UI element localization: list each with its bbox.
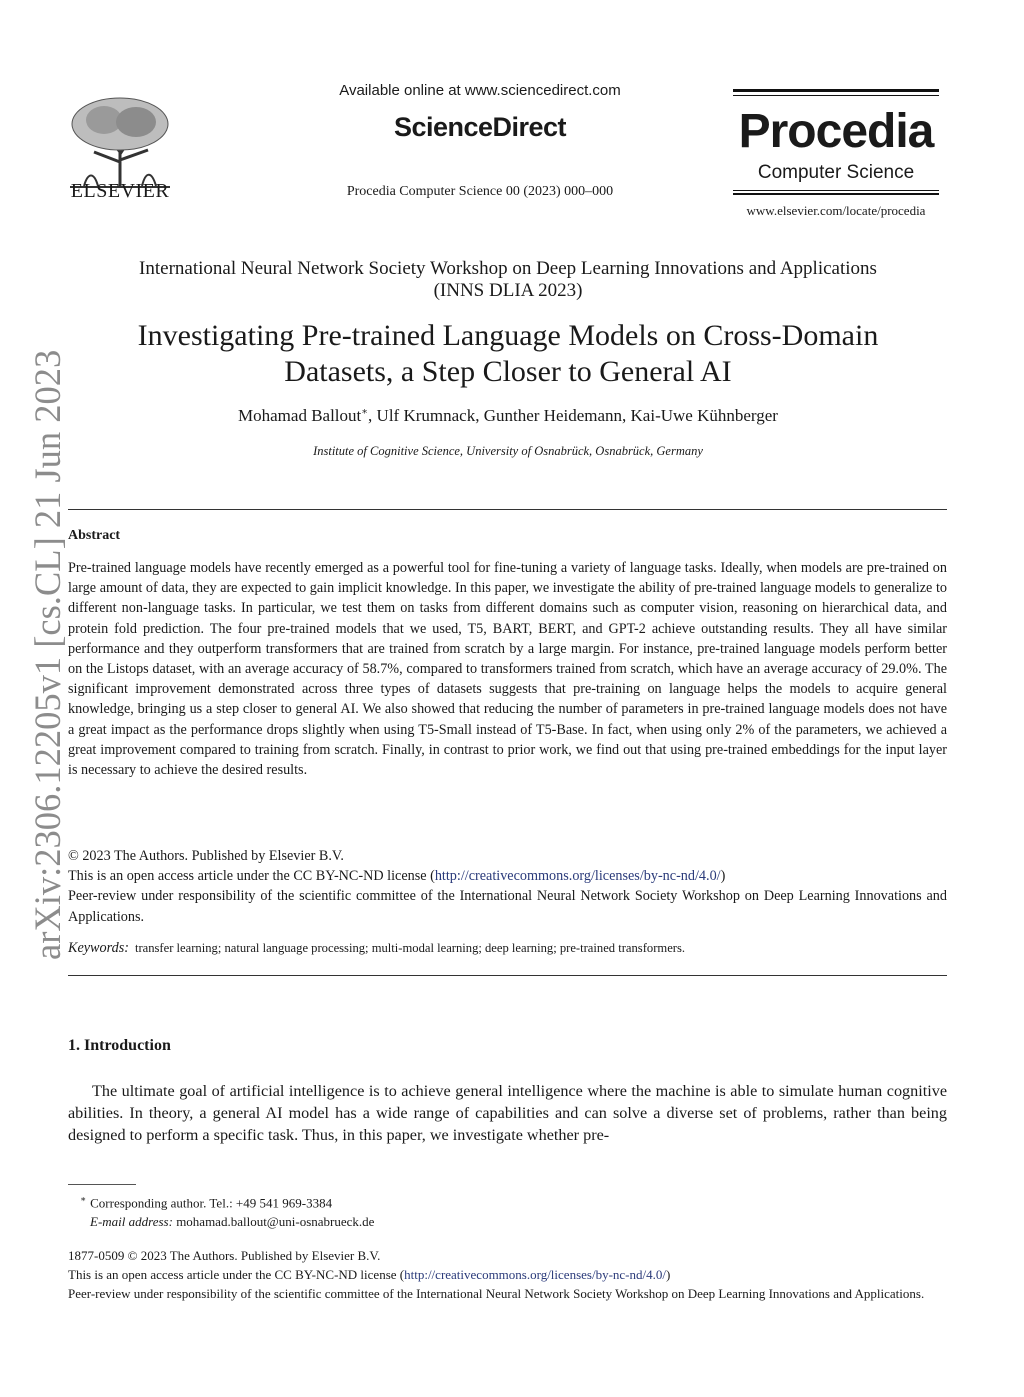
keywords-label: Keywords: [68, 940, 129, 956]
affiliation: Institute of Cognitive Science, University of Osnabrück, Osnabrück, Germany [313, 444, 703, 458]
conference-name [68, 258, 948, 302]
copyright-block [68, 846, 947, 927]
email-line: E-mail address: mohamad.ballout@uni-osnabrueck.de [90, 1214, 375, 1230]
issn-peer-review: Peer-review under responsibility of the scientific committee of the International Neural Network Society Workshop on Deep Learning Innovations and Applications. [68, 1286, 925, 1301]
author-rest: , Ulf Krumnack, Gunther Heidemann, Kai-Uwe Kühnberger [368, 406, 778, 425]
conference-line-2: (INNS DLIA 2023) [433, 280, 583, 301]
issn-block [68, 1246, 947, 1303]
journal-url[interactable]: www.elsevier.com/locate/procedia [746, 203, 926, 218]
divider [733, 89, 939, 92]
divider [68, 975, 947, 976]
corresponding-mark: ∗ [361, 406, 369, 418]
divider [68, 509, 947, 510]
introduction-text: The ultimate goal of artificial intelligence is to achieve general intelligence where the machine is able to simulate human cognitive abilities. In theory, a general AI model has a wide range of capabilities and can solve a diverse set of problems, rather than being designed to perform a specific task. Thus, in this paper, we investigate whether pre- [68, 1082, 947, 1144]
available-online: Available online at www.sciencedirect.com [339, 82, 621, 99]
sciencedirect-logo: ScienceDirect [393, 112, 567, 142]
divider [733, 193, 939, 195]
issn-license-line: This is an open access article under the CC BY-NC-ND license (http://creativecommons.org/licenses/by-nc-nd/4.0/) [68, 1267, 671, 1282]
corresponding-author: ∗ Corresponding author. Tel.: +49 541 969-3384 [80, 1194, 333, 1211]
license-link[interactable]: http://creativecommons.org/licenses/by-nc-nd/4.0/ [434, 868, 721, 885]
divider [733, 190, 939, 191]
footnote-divider [68, 1184, 136, 1185]
issn-license-link[interactable]: http://creativecommons.org/licenses/by-nc-nd/4.0/ [404, 1267, 666, 1282]
copyright-line: © 2023 The Authors. Published by Elsevier B.V. [68, 848, 344, 864]
keywords-list: transfer learning; natural language processing; multi-modal learning; deep learning; pre-trained transformers. [134, 941, 686, 955]
keywords [68, 940, 947, 957]
footnote [68, 1190, 947, 1231]
title-line-1: Investigating Pre-trained Language Models on Cross-Domain [137, 319, 879, 352]
issn-line: 1877-0509 © 2023 The Authors. Published by Elsevier B.V. [68, 1248, 381, 1263]
email-address[interactable]: mohamad.ballout@uni-osnabrueck.de [176, 1214, 375, 1230]
peer-review-line: Peer-review under responsibility of the scientific committee of the International Neural Network Society Workshop on Deep Learning Innovations and Applications. [68, 888, 947, 925]
divider [733, 95, 939, 96]
author-first: Mohamad Ballout [238, 406, 362, 425]
title-line-2: Datasets, a Step Closer to General AI [284, 355, 732, 388]
paper-title [68, 318, 948, 390]
arxiv-stamp: arXiv:2306.12205v1 [cs.CL] 21 Jun 2023 [27, 349, 68, 960]
procedia-logo: Procedia [738, 105, 934, 158]
abstract-text: Pre-trained language models have recently emerged as a powerful tool for fine-tuning a variety of language tasks. Ideally, when models are pre-trained on large amount of data, they are expected to gain implicit knowledge. In this paper, we investigate the ability of pre-trained language models to generalize to different non-language tasks. In particular, we test them on tasks from different domains such as computer vision, reasoning on hierarchical data, and protein fold prediction. The four pre-trained models that we used, T5, BART, BERT, and GPT-2 achieve outstanding results. They all have similar performance and they outperform transformers that are trained from scratch by a large margin. For instance, pre-trained language models perform better on the Listops dataset, with an average accuracy of 58.7%, compared to transformers trained from scratch, which have an average accuracy of 29.0%. The significant improvement demonstrated across three types of datasets suggests that pre-training on language helps the models to acquire general knowledge, bringing us a step closer to general AI. We also showed that reducing the number of parameters in pre-trained language models does not have a great impact as the performance drops slightly when using T5-Small instead of T5-Base. In fact, when using only 2% of the parameters, we achieved a great improvement compared to training from scratch. Finally, in contrast to prior work, we find out that using pre-trained embeddings for the input layer is necessary to achieve the desired results. [68, 560, 947, 779]
conference-line-1: International Neural Network Society Workshop on Deep Learning Innovations and Applications [139, 258, 877, 279]
procedia-subtitle: Computer Science [757, 162, 915, 183]
authors [68, 406, 948, 426]
journal-line: Procedia Computer Science 00 (2023) 000–000 [346, 184, 614, 199]
license-line: This is an open access article under the CC BY-NC-ND license (http://creativecommons.org/licenses/by-nc-nd/4.0/) [68, 868, 726, 885]
publisher-name: ELSEVIER [70, 180, 170, 202]
abstract-heading: Abstract [68, 528, 121, 543]
section-heading-introduction: 1. Introduction [68, 1037, 171, 1054]
